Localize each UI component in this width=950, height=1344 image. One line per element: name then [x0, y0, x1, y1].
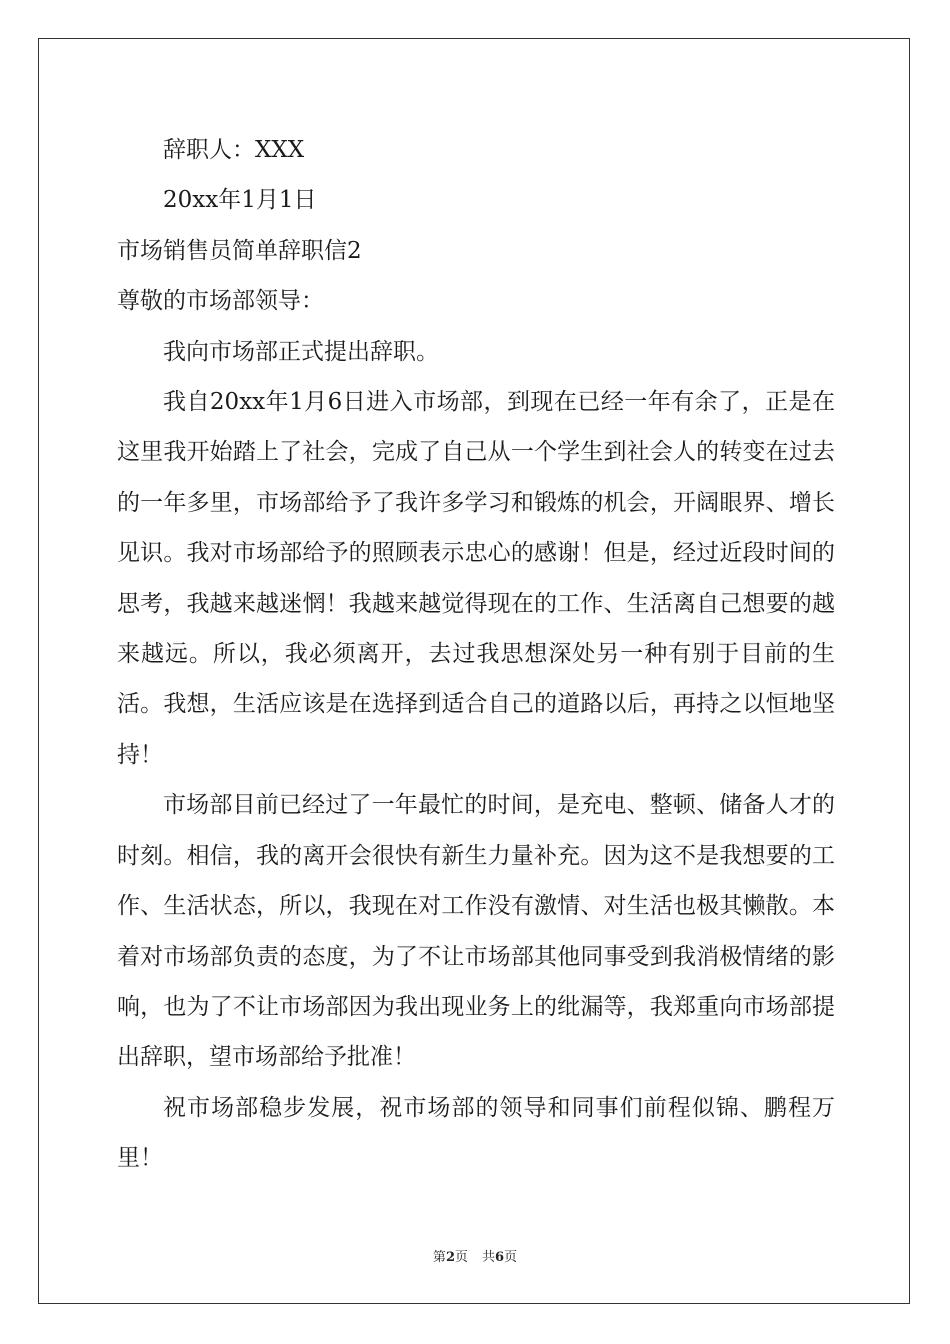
paragraph-1: 我向市场部正式提出辞职。	[163, 338, 439, 365]
paragraph-4: 祝市场部稳步发展，祝市场部的领导和同事们前程似锦、鹏程万里！	[117, 1094, 835, 1172]
salutation: 尊敬的市场部领导：	[117, 288, 324, 315]
page-current: 2	[445, 1250, 455, 1265]
date-line: 20xx年1月1日	[163, 187, 317, 214]
total-suffix: 页	[504, 1250, 518, 1265]
letter-body	[117, 125, 835, 1184]
paragraph-2: 我自20xx年1月6日进入市场部，到现在已经一年有余了，正是在这里我开始踏上了社会，完成了自己从一个学生到社会人的转变在过去的一年多里，市场部给予了我许多学习和锻炼的机会，开阔眼界、增长见识。我对市场部给予的照顾表示忠心的感谢！但是，经过近段时间的思考，我越来越迷惘！我越来越觉得现在的工作、生活离自己想要的越来越远。所以，我必须离开，去过我思想深处另一种有别于目前的生活。我想，生活应该是在选择到适合自己的道路以后，再持之以恒地坚持！	[117, 389, 835, 768]
page-suffix: 页	[454, 1250, 468, 1265]
page-total: 6	[495, 1250, 505, 1265]
page-prefix: 第	[432, 1250, 446, 1265]
signer-line: 辞职人：XXX	[163, 137, 305, 163]
paragraph-3: 市场部目前已经过了一年最忙的时间，是充电、整顿、储备人才的时刻。相信，我的离开会很快有新生力量补充。因为这不是我想要的工作、生活状态，所以，我现在对工作没有激情、对生活也极其懒散。本着对市场部负责的态度，为了不让市场部其他同事受到我消极情绪的影响，也为了不让市场部因为我出现业务上的纰漏等，我郑重向市场部提出辞职，望市场部给予批准！	[117, 792, 835, 1071]
letter-title: 市场销售员简单辞职信2	[117, 237, 362, 264]
page-footer	[0, 1246, 950, 1265]
total-prefix: 共	[482, 1250, 496, 1265]
